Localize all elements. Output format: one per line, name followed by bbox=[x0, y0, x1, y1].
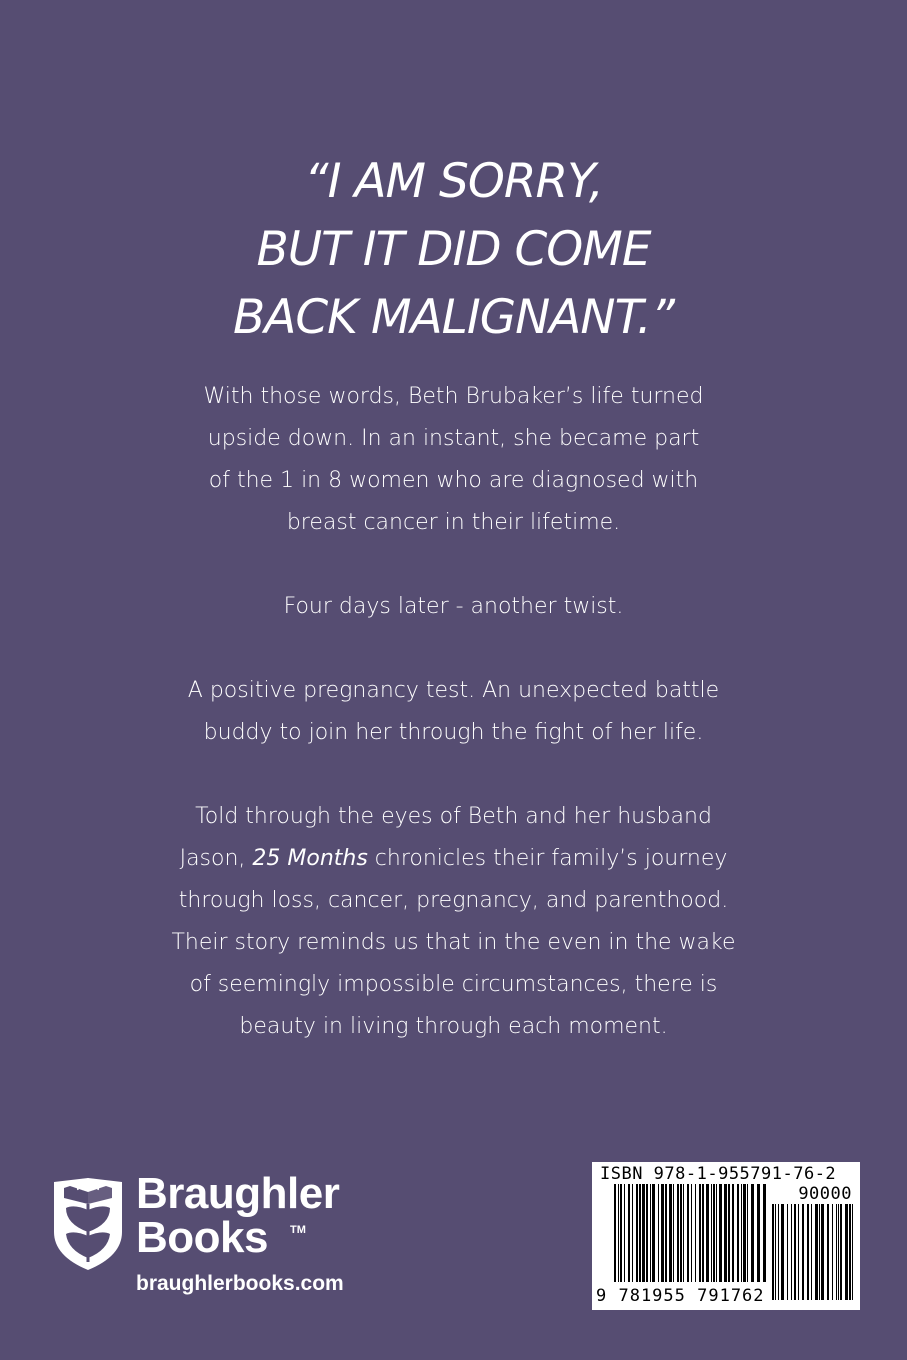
quote-line: BUT IT DID COME bbox=[256, 222, 651, 277]
publisher-website: braughlerbooks.com bbox=[136, 1272, 344, 1295]
back-cover-quote bbox=[0, 148, 907, 352]
blurb-line: With those words, Beth Brubaker’s life turned bbox=[203, 384, 704, 409]
blurb-paragraph-3 bbox=[0, 670, 907, 754]
blurb-line bbox=[0, 838, 907, 880]
blurb-text: chronicles their family’s journey bbox=[367, 846, 728, 871]
blurb-line: of the 1 in 8 women who are diagnosed with bbox=[208, 468, 699, 493]
book-title: 25 Months bbox=[252, 846, 368, 871]
blurb-paragraph-4 bbox=[0, 796, 907, 1048]
isbn-label: ISBN 978-1-955791-76-2 bbox=[600, 1164, 837, 1184]
blurb-paragraph-1 bbox=[0, 376, 907, 544]
trademark-symbol: TM bbox=[290, 1224, 306, 1236]
blurb-text: Jason, bbox=[179, 846, 253, 871]
blurb-line: Their story reminds us that in the even in the wake bbox=[171, 930, 736, 955]
publisher-logo bbox=[50, 1169, 410, 1302]
isbn-barcode bbox=[592, 1162, 860, 1310]
blurb-line: buddy to join her through the fight of her life. bbox=[203, 720, 704, 745]
blurb-line: of seemingly impossible circumstances, there is bbox=[189, 972, 718, 997]
publisher-name-line: Books bbox=[136, 1213, 268, 1262]
barcode-digits: 9 781955 791762 bbox=[596, 1286, 765, 1306]
blurb-paragraph-2 bbox=[0, 586, 907, 628]
blurb-line: Four days later - another twist. bbox=[283, 594, 624, 619]
blurb-line: Told through the eyes of Beth and her husband bbox=[195, 804, 712, 829]
blurb-line: upside down. In an instant, she became part bbox=[207, 426, 700, 451]
publisher-name-line: Braughler bbox=[136, 1169, 340, 1218]
price-code: 90000 bbox=[798, 1184, 852, 1204]
blurb-line: through loss, cancer, pregnancy, and parenthood. bbox=[178, 888, 729, 913]
open-book-wheat-shield-icon bbox=[50, 1174, 126, 1272]
blurb-line: A positive pregnancy test. An unexpected battle bbox=[187, 678, 720, 703]
blurb-line: breast cancer in their lifetime. bbox=[286, 510, 621, 535]
publisher-name bbox=[136, 1169, 340, 1262]
quote-line: “I AM SORRY, bbox=[304, 154, 603, 209]
quote-line: BACK MALIGNANT.” bbox=[232, 290, 675, 345]
blurb-line: beauty in living through each moment. bbox=[239, 1014, 668, 1039]
